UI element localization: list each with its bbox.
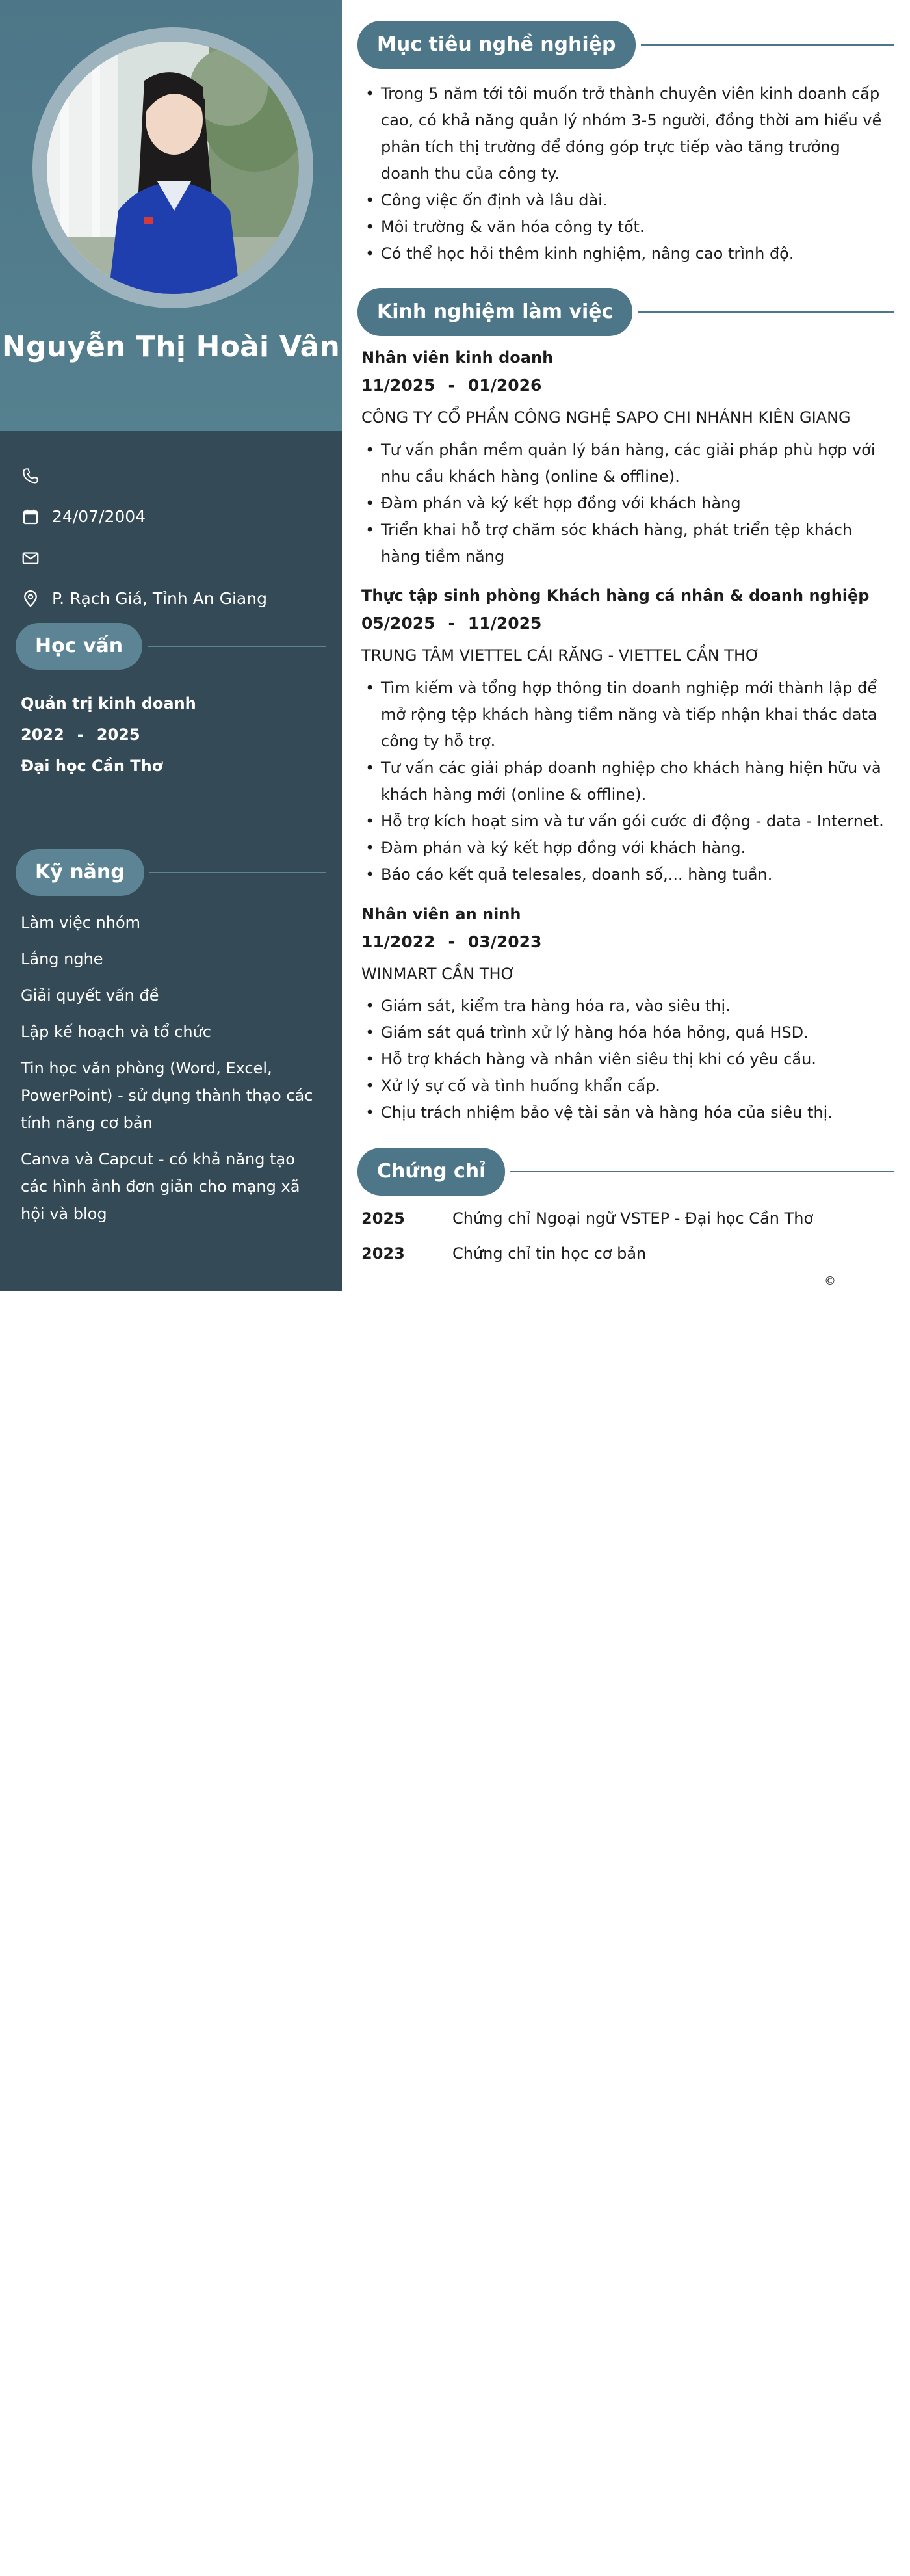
education-field: Quản trị kinh doanh	[21, 694, 196, 713]
objective-list	[361, 81, 892, 267]
contact-email	[21, 537, 267, 578]
education-dates	[21, 719, 196, 750]
certificates-heading	[358, 1148, 894, 1196]
contact-address	[21, 578, 267, 619]
divider	[150, 872, 326, 873]
job-end: 11/2025	[467, 614, 542, 633]
date-separator: -	[448, 376, 455, 395]
education-school: Đại học Cần Thơ	[21, 757, 163, 775]
address-value: P. Rạch Giá, Tỉnh An Giang	[52, 589, 267, 608]
calendar-icon	[21, 507, 40, 527]
objective-heading	[358, 21, 894, 69]
divider	[638, 311, 894, 313]
duty-item: • Chịu trách nhiệm bảo vệ tài sản và hàng hóa của siêu thị.	[361, 1099, 892, 1126]
job-dates	[361, 932, 541, 951]
job-start: 11/2022	[361, 932, 436, 951]
objective-item: • Có thể học hỏi thêm kinh nghiệm, nâng cao trình độ.	[361, 241, 892, 267]
job-start: 05/2025	[361, 614, 436, 633]
objective-item: • Môi trường & văn hóa công ty tốt.	[361, 214, 892, 241]
job-start: 11/2025	[361, 376, 436, 395]
divider	[148, 646, 326, 647]
copyright-mark: ©	[824, 1274, 836, 1288]
duty-item: • Hỗ trợ khách hàng và nhân viên siêu thị khi có yêu cầu.	[361, 1046, 892, 1073]
skill-item: Làm việc nhóm	[21, 913, 141, 932]
skill-item: Tin học văn phòng (Word, Excel, PowerPoint) - sử dụng thành thạo các tính năng cơ bản	[21, 1059, 313, 1132]
job-dates	[361, 614, 541, 633]
education-entry	[21, 688, 196, 782]
job-end: 01/2026	[467, 376, 542, 395]
duty-item: • Báo cáo kết quả telesales, doanh số,... hàng tuần.	[361, 861, 892, 888]
job-end: 03/2023	[467, 932, 542, 951]
education-heading	[16, 623, 326, 670]
full-name: Nguyễn Thị Hoài Vân	[1, 330, 341, 363]
skill-item: Lập kế hoạch và tổ chức	[21, 1023, 211, 1041]
skill-item: Giải quyết vấn đề	[21, 986, 159, 1005]
duty-item: • Giám sát, kiểm tra hàng hóa ra, vào siêu thị.	[361, 993, 892, 1019]
duty-item: • Xử lý sự cố và tình huống khẩn cấp.	[361, 1073, 892, 1099]
duty-item: • Tìm kiếm và tổng hợp thông tin doanh nghiệp mới thành lập để mở rộng tệp khách hàng tiềm năng và tiếp nhận khai thác data công ty hỗ trợ.	[361, 675, 892, 755]
job-dates	[361, 376, 541, 395]
experience-heading	[358, 288, 894, 336]
profile-header	[0, 0, 342, 431]
duty-item: • Tư vấn phần mềm quản lý bán hàng, các giải pháp phù hợp với nhu cầu khách hàng (online & offline).	[361, 437, 892, 490]
avatar	[32, 27, 313, 308]
job-duties	[361, 437, 892, 570]
certificate-year: 2025	[361, 1209, 405, 1228]
education-start: 2022	[21, 726, 64, 744]
job-title: Nhân viên an ninh	[361, 905, 521, 923]
job-title: Thực tập sinh phòng Khách hàng cá nhân & doanh nghiệp	[361, 586, 870, 605]
main-content	[342, 0, 910, 1291]
certificate-year: 2023	[361, 1244, 405, 1263]
contact-birthday	[21, 496, 267, 537]
portrait-illustration	[47, 42, 299, 294]
duty-item: • Hỗ trợ kích hoạt sim và tư vấn gói cước di động - data - Internet.	[361, 808, 892, 835]
education-heading-label: Học vấn	[16, 623, 142, 670]
location-pin-icon	[21, 589, 40, 609]
duty-item: • Tư vấn các giải pháp doanh nghiệp cho khách hàng hiện hữu và khách hàng mới (online & offline).	[361, 755, 892, 808]
envelope-icon	[21, 548, 40, 568]
company-name: CÔNG TY CỔ PHẦN CÔNG NGHỆ SAPO CHI NHÁNH KIÊN GIANG	[361, 408, 851, 427]
certificate-row	[361, 1209, 813, 1228]
skills-heading-label: Kỹ năng	[16, 849, 144, 896]
duty-item: • Giám sát quá trình xử lý hàng hóa hóa hỏng, quá HSD.	[361, 1019, 892, 1046]
company-name: TRUNG TÂM VIETTEL CÁI RĂNG - VIETTEL CẦN THƠ	[361, 646, 760, 664]
skills-list	[21, 909, 326, 1237]
job-title: Nhân viên kinh doanh	[361, 348, 554, 367]
date-separator: -	[448, 932, 455, 951]
certificate-name: Chứng chỉ tin học cơ bản	[452, 1244, 647, 1263]
contact-phone	[21, 455, 267, 496]
company-name: WINMART CẦN THƠ	[361, 965, 515, 983]
date-separator: -	[448, 614, 455, 633]
objective-heading-label: Mục tiêu nghề nghiệp	[358, 21, 636, 69]
duty-item: • Triển khai hỗ trợ chăm sóc khách hàng, phát triển tệp khách hàng tiềm năng	[361, 517, 892, 570]
objective-item: • Trong 5 năm tới tôi muốn trở thành chuyên viên kinh doanh cấp cao, có khả năng quản lý nhóm 3-5 người, đồng thời am hiểu về phân tích thị trường để đóng góp trực tiếp vào tăng trưởng doanh thu của công ty.	[361, 81, 892, 187]
divider	[641, 44, 895, 46]
date-separator: -	[77, 726, 84, 744]
education-end: 2025	[96, 726, 140, 744]
divider	[510, 1171, 894, 1172]
certificates-heading-label: Chứng chỉ	[358, 1148, 505, 1196]
experience-heading-label: Kinh nghiệm làm việc	[358, 288, 632, 336]
job-duties	[361, 993, 892, 1126]
job-duties	[361, 675, 892, 888]
contact-list	[21, 455, 267, 619]
duty-item: • Đàm phán và ký kết hợp đồng với khách hàng	[361, 490, 892, 517]
certificate-name: Chứng chỉ Ngoại ngữ VSTEP - Đại học Cần Thơ	[452, 1209, 814, 1228]
skill-item: Lắng nghe	[21, 950, 103, 968]
skill-item: Canva và Capcut - có khả năng tạo các hình ảnh đơn giản cho mạng xã hội và blog	[21, 1150, 300, 1223]
objective-item: • Công việc ổn định và lâu dài.	[361, 187, 892, 214]
avatar-photo	[47, 42, 299, 294]
skills-heading	[16, 849, 326, 896]
sidebar	[0, 0, 342, 1291]
certificate-row	[361, 1244, 646, 1263]
phone-icon	[21, 466, 40, 486]
birthday-value: 24/07/2004	[52, 507, 146, 526]
duty-item: • Đàm phán và ký kết hợp đồng với khách hàng.	[361, 835, 892, 861]
